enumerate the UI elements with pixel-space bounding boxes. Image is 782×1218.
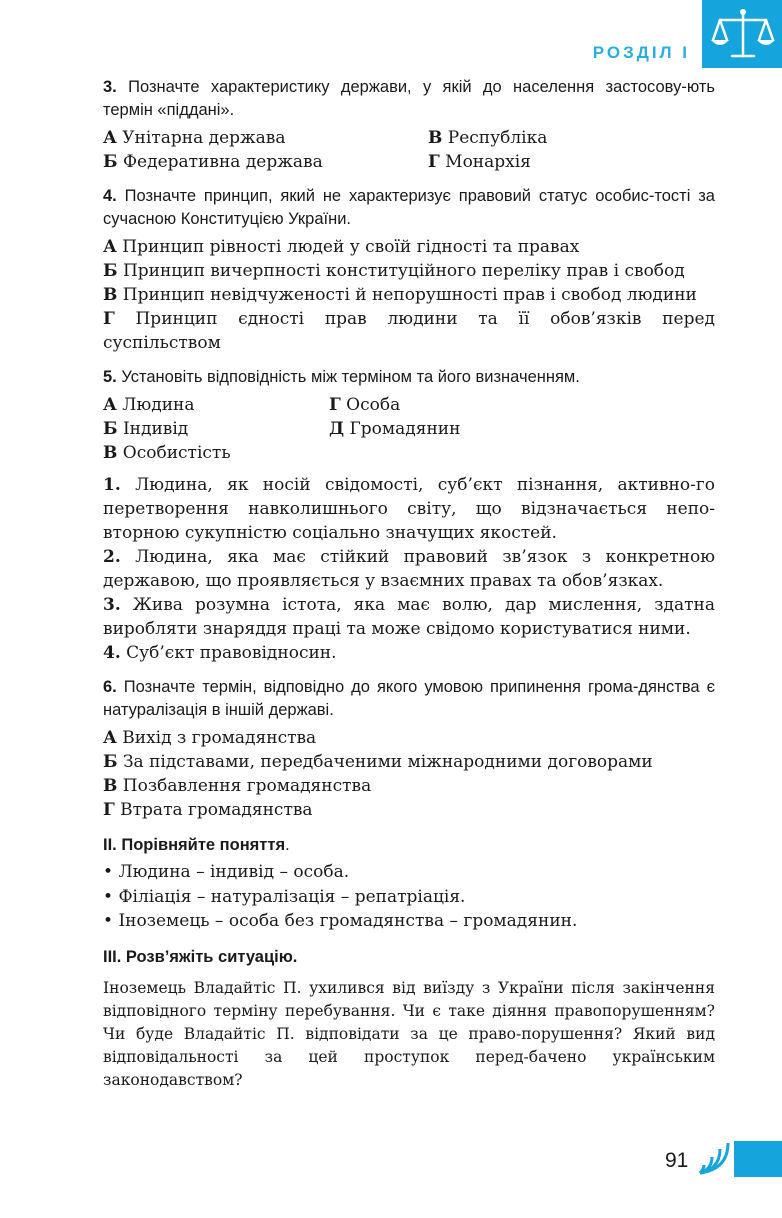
question-text: Установіть відповідність між терміном та його визначенням.	[121, 368, 580, 386]
term-letter: А	[103, 395, 117, 415]
list-item-text: Іноземець – особа без громадянства – громадянин.	[118, 911, 578, 931]
option	[103, 235, 715, 259]
definition	[103, 641, 715, 665]
section-label: РОЗДІЛ І	[592, 43, 690, 62]
option-letter: Б	[103, 261, 118, 281]
term	[103, 441, 329, 465]
scales-icon	[710, 6, 776, 62]
term-text: Особа	[346, 395, 401, 415]
option	[103, 150, 428, 174]
option-text: Позбавлення громадянства	[122, 776, 372, 796]
term-letter: Б	[103, 419, 118, 439]
definition-number: 2.	[103, 547, 121, 567]
section-heading-situation: ІІІ. Розв’яжіть ситуацію.	[103, 947, 298, 966]
question-3	[103, 76, 715, 122]
option	[103, 259, 715, 283]
option-text: Принцип рівності людей у своїй гідності та правах	[122, 237, 580, 257]
option	[103, 750, 715, 774]
question-5-definitions	[103, 473, 715, 665]
situation-text: Іноземець Владайтіс П. ухилився від виїзду з України після закінчення відповідного терміну перебування. Чи є таке діяння правопорушенням? Чи буде Владайтіс П. відповідати за це право-порушення? Який вид відповідальності за цей проступок перед-бачено українським законодавством?	[103, 978, 715, 1089]
option	[103, 307, 715, 355]
option-letter: Б	[103, 752, 118, 772]
question-4	[103, 185, 715, 231]
list-item-text: Філіація – натуралізація – репатріація.	[118, 886, 466, 907]
definition	[103, 593, 715, 641]
option-letter: Г	[428, 152, 440, 172]
page-content	[103, 76, 715, 1092]
definition-text: Суб’єкт правовідносин.	[126, 643, 337, 663]
header-tab	[702, 0, 782, 68]
option	[428, 126, 715, 150]
term-letter: В	[103, 443, 118, 463]
option-letter: А	[103, 128, 117, 148]
option	[428, 150, 715, 174]
question-number: 6.	[103, 678, 117, 696]
definition	[103, 545, 715, 593]
option-text: Монархія	[445, 152, 531, 172]
option-text: Втрата громадянства	[120, 800, 313, 820]
definition-text: Людина, яка має стійкий правовий зв’язок з конкретною державою, що проявляється у взаємних правах та обов’язках.	[103, 547, 715, 591]
definition-number: 4.	[103, 643, 121, 663]
question-6	[103, 676, 715, 722]
option	[103, 798, 715, 822]
option-letter: Г	[103, 309, 115, 329]
page-number: 91	[665, 1149, 689, 1172]
option-text: Республіка	[447, 128, 548, 148]
option-letter: В	[428, 128, 443, 148]
section-heading-text: ІІ. Порівняйте поняття	[103, 836, 286, 854]
term-text: Громадянин	[349, 419, 461, 439]
list-item: • Філіація – натуралізація – репатріація.	[103, 886, 466, 907]
option-letter: Б	[103, 152, 118, 172]
question-4-options	[103, 235, 715, 355]
question-5-terms	[103, 393, 715, 465]
question-number: 4.	[103, 187, 117, 205]
term-text: Індивід	[122, 419, 189, 439]
option-text: Унітарна держава	[122, 128, 286, 148]
question-number: 3.	[103, 78, 117, 96]
option	[103, 774, 715, 798]
question-3-options	[103, 126, 715, 174]
term	[103, 393, 329, 417]
option	[103, 126, 428, 150]
option-letter: Г	[103, 800, 115, 820]
option-text: Принцип невідчуженості й непорушності прав і свобод людини	[122, 285, 697, 305]
question-number: 5.	[103, 368, 117, 386]
definition-number: 3.	[103, 595, 121, 615]
term-text: Особистість	[122, 443, 231, 463]
list-item: • Людина – індивід – особа.	[103, 862, 350, 882]
question-text: Позначте принцип, який не характеризує правовий статус особис-тості за сучасною Конституцією України.	[103, 187, 715, 228]
question-5	[103, 366, 715, 389]
option-letter: В	[103, 776, 118, 796]
option-text: За підставами, передбаченими міжнародними договорами	[122, 752, 653, 772]
definition	[103, 473, 715, 545]
list-item-text: Людина – індивід – особа.	[118, 862, 350, 882]
option-text: Принцип єдності прав людини та її обов’язків перед суспільством	[103, 309, 715, 353]
option	[103, 726, 715, 750]
term-text: Людина	[122, 395, 195, 415]
definition-text: Жива розумна істота, яка має волю, дар мислення, здатна виробляти знаряддя праці та може свідомо користуватися ними.	[103, 595, 715, 639]
definition-number: 1.	[103, 475, 121, 495]
option-letter: А	[103, 237, 117, 257]
question-6-options	[103, 726, 715, 822]
term-letter: Г	[329, 395, 341, 415]
option	[103, 283, 715, 307]
term	[329, 393, 715, 417]
wave-lines-icon	[698, 1141, 738, 1177]
option-letter: В	[103, 285, 118, 305]
compare-list	[103, 860, 715, 934]
definition-text: Людина, як носій свідомості, суб’єкт пізнання, активно-го перетворення навколишнього світу, що відзначається непо-вторною сукупністю соціально значущих якостей.	[103, 475, 715, 543]
question-text: Позначте характеристику держави, у якій до населення застосову-ють термін «піддані».	[103, 78, 715, 119]
term-letter: Д	[329, 419, 345, 439]
option-text: Федеративна держава	[122, 152, 323, 172]
option-text: Принцип вичерпності конституційного переліку прав і свобод	[122, 261, 685, 281]
option-text: Вихід з громадянства	[122, 728, 317, 748]
term	[329, 417, 715, 441]
option-letter: А	[103, 728, 117, 748]
question-text: Позначте термін, відповідно до якого умовою припинення грома-дянства є натуралізація в іншій державі.	[103, 678, 715, 719]
section-heading-compare	[103, 833, 715, 857]
term	[103, 417, 329, 441]
heading-dot: .	[285, 836, 290, 854]
list-item: • Іноземець – особа без громадянства – громадянин.	[103, 911, 578, 931]
